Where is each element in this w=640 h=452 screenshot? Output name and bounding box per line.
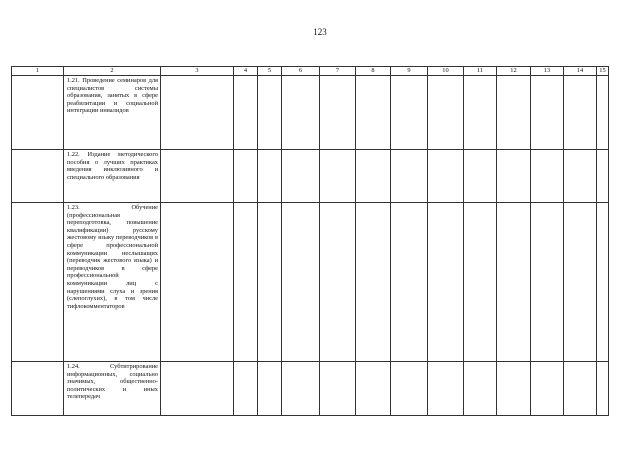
table-cell bbox=[531, 150, 564, 203]
header-row bbox=[12, 67, 609, 76]
table-cell bbox=[258, 150, 282, 203]
table-cell bbox=[282, 203, 320, 362]
table-cell bbox=[464, 76, 497, 150]
table-cell bbox=[464, 203, 497, 362]
column-header: 15 bbox=[597, 67, 609, 76]
table-cell bbox=[161, 150, 234, 203]
table-cell bbox=[282, 150, 320, 203]
row-number-cell bbox=[12, 76, 64, 150]
table-cell bbox=[497, 76, 531, 150]
table-cell bbox=[428, 76, 464, 150]
table-cell bbox=[564, 150, 597, 203]
column-header: 7 bbox=[320, 67, 356, 76]
row-number-cell bbox=[12, 203, 64, 362]
table-cell bbox=[391, 150, 428, 203]
table-cell bbox=[320, 362, 356, 416]
table-cell bbox=[234, 150, 258, 203]
table-cell bbox=[464, 362, 497, 416]
page-number: 123 bbox=[313, 27, 327, 37]
column-header: 3 bbox=[161, 67, 234, 76]
table-cell bbox=[258, 362, 282, 416]
table-cell bbox=[428, 362, 464, 416]
table-cell bbox=[531, 362, 564, 416]
column-header: 9 bbox=[391, 67, 428, 76]
table-cell bbox=[258, 76, 282, 150]
row-text: 1.21. Проведение семинаров для специалистов системы образования, занятых в сфере реабилитации и социальной интеграции инвалидов bbox=[67, 77, 158, 115]
row-text: 1.24. Субтитрирование информационных, социально значимых, общественно-политических и иных телепередач bbox=[67, 363, 158, 401]
table-cell bbox=[161, 76, 234, 150]
table-cell bbox=[597, 150, 609, 203]
table-row bbox=[12, 150, 609, 203]
table-cell bbox=[320, 203, 356, 362]
table-cell bbox=[391, 76, 428, 150]
table-cell bbox=[531, 203, 564, 362]
table-cell bbox=[597, 76, 609, 150]
table-cell bbox=[161, 203, 234, 362]
table-cell bbox=[234, 76, 258, 150]
table-cell bbox=[428, 203, 464, 362]
table-cell bbox=[597, 203, 609, 362]
column-header: 8 bbox=[356, 67, 391, 76]
table-cell bbox=[320, 150, 356, 203]
table-cell bbox=[356, 150, 391, 203]
table-cell bbox=[564, 203, 597, 362]
row-description bbox=[64, 76, 161, 150]
row-number-cell bbox=[12, 150, 64, 203]
row-description bbox=[64, 203, 161, 362]
table-row bbox=[12, 76, 609, 150]
table-row bbox=[12, 362, 609, 416]
row-text: 1.22. Издание методического пособия о лучших практиках введения инклюзивного и специального образования bbox=[67, 151, 158, 181]
table-cell bbox=[258, 203, 282, 362]
table-cell bbox=[161, 362, 234, 416]
table-cell bbox=[391, 203, 428, 362]
table-cell bbox=[564, 362, 597, 416]
column-header: 6 bbox=[282, 67, 320, 76]
table-cell bbox=[282, 76, 320, 150]
column-header: 1 bbox=[12, 67, 64, 76]
column-header: 12 bbox=[497, 67, 531, 76]
table-cell bbox=[234, 362, 258, 416]
column-header: 13 bbox=[531, 67, 564, 76]
table-cell bbox=[428, 150, 464, 203]
table-cell bbox=[564, 76, 597, 150]
table-cell bbox=[497, 362, 531, 416]
table-cell bbox=[356, 76, 391, 150]
row-text: 1.23. Обучение (профессиональная переподготовка, повышение квалификации) русскому жестовому языку переводчиков в сфере профессиональной коммуникации неслышащих (переводчик жестового языка) и переводчиков в сфере профессиональной коммуникации лиц с нарушениями слуха и зрения (слепоглухих), в том числе тифлокомментаторов bbox=[67, 204, 158, 310]
row-description bbox=[64, 150, 161, 203]
table-cell bbox=[356, 203, 391, 362]
table-cell bbox=[356, 362, 391, 416]
table-cell bbox=[282, 362, 320, 416]
table-cell bbox=[234, 203, 258, 362]
program-table bbox=[11, 66, 609, 416]
column-header: 14 bbox=[564, 67, 597, 76]
row-number-cell bbox=[12, 362, 64, 416]
table-row bbox=[12, 203, 609, 362]
column-header: 4 bbox=[234, 67, 258, 76]
table-cell bbox=[464, 150, 497, 203]
table-cell bbox=[531, 76, 564, 150]
row-description bbox=[64, 362, 161, 416]
table-cell bbox=[320, 76, 356, 150]
table-cell bbox=[497, 150, 531, 203]
table-cell bbox=[597, 362, 609, 416]
column-header: 11 bbox=[464, 67, 497, 76]
table-cell bbox=[391, 362, 428, 416]
column-header: 10 bbox=[428, 67, 464, 76]
column-header: 2 bbox=[64, 67, 161, 76]
column-header: 5 bbox=[258, 67, 282, 76]
table-cell bbox=[497, 203, 531, 362]
